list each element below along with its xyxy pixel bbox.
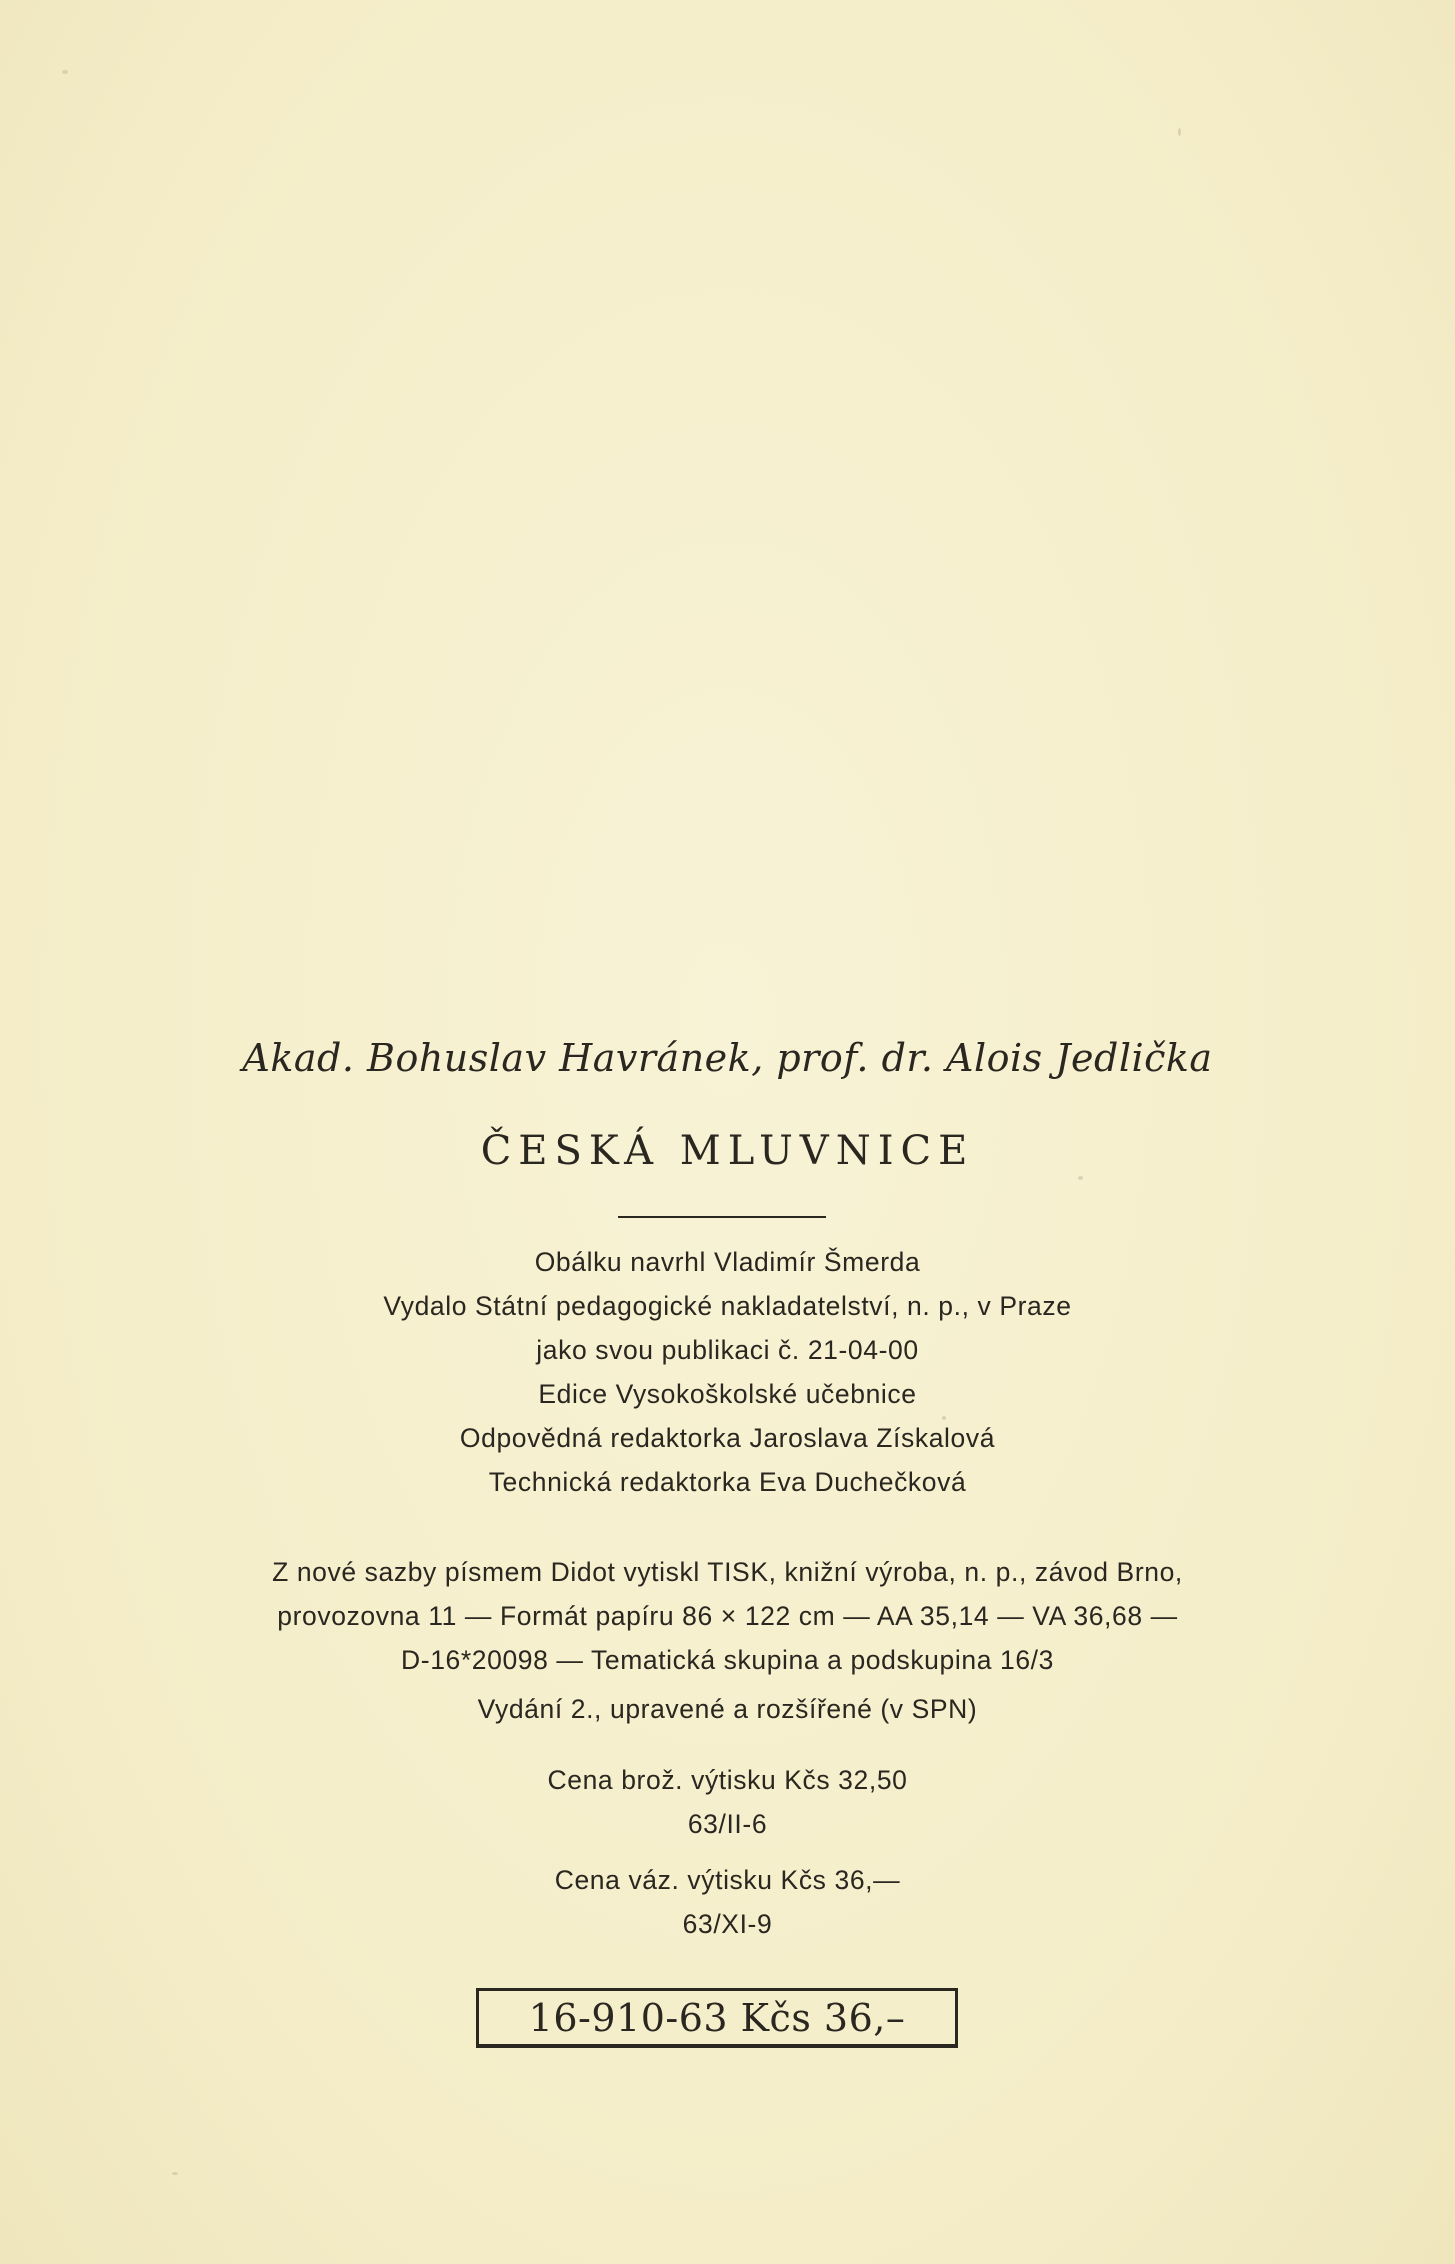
credit-line-publisher: Vydalo Státní pedagogické nakladatelství, n. p., v Praze (383, 1291, 1072, 1321)
price-stamp-text: 16-910-63 Kčs 36,– (528, 1995, 906, 2040)
paper-speck (62, 70, 68, 74)
printing-line: D-16*20098 — Tematická skupina a podskupina 16/3 (401, 1645, 1054, 1675)
code-bound: 63/XI-9 (682, 1909, 773, 1939)
printing-line: Z nové sazby písmem Didot vytiskl TISK, knižní výroba, n. p., závod Brno, (272, 1557, 1183, 1587)
printing-block (60, 1550, 1395, 1682)
paper-speck (942, 1416, 946, 1420)
paper-speck (1178, 128, 1181, 136)
book-title: ČESKÁ MLUVNICE (480, 1128, 975, 1174)
paper-speck (1078, 1176, 1083, 1180)
credit-line-series: Edice Vysokoškolské učebnice (538, 1379, 917, 1409)
credit-line-editor: Odpovědná redaktorka Jaroslava Získalová (459, 1423, 996, 1453)
divider-rule (618, 1216, 826, 1218)
price-bound: Cena váz. výtisku Kčs 36,— (554, 1865, 901, 1895)
price-paperback: Cena brož. výtisku Kčs 32,50 (547, 1765, 908, 1795)
credit-line-cover: Obálku navrhl Vladimír Šmerda (534, 1247, 921, 1277)
edition-line: Vydání 2., upravené a rozšířené (v SPN) (477, 1694, 978, 1724)
authors-line: Akad. Bohuslav Havránek, prof. dr. Alois Jedlička (242, 1036, 1213, 1080)
price-block (0, 1758, 1455, 1946)
printing-line: provozovna 11 — Formát papíru 86 × 122 cm — AA 35,14 — VA 36,68 — (277, 1601, 1178, 1631)
price-stamp (476, 1988, 958, 2048)
credit-line-publication-number: jako svou publikaci č. 21-04-00 (536, 1335, 919, 1365)
credit-line-technical-editor: Technická redaktorka Eva Duchečková (488, 1467, 967, 1497)
paper-speck (172, 2172, 178, 2175)
code-paperback: 63/II-6 (687, 1809, 768, 1839)
credits-block (0, 1240, 1455, 1504)
